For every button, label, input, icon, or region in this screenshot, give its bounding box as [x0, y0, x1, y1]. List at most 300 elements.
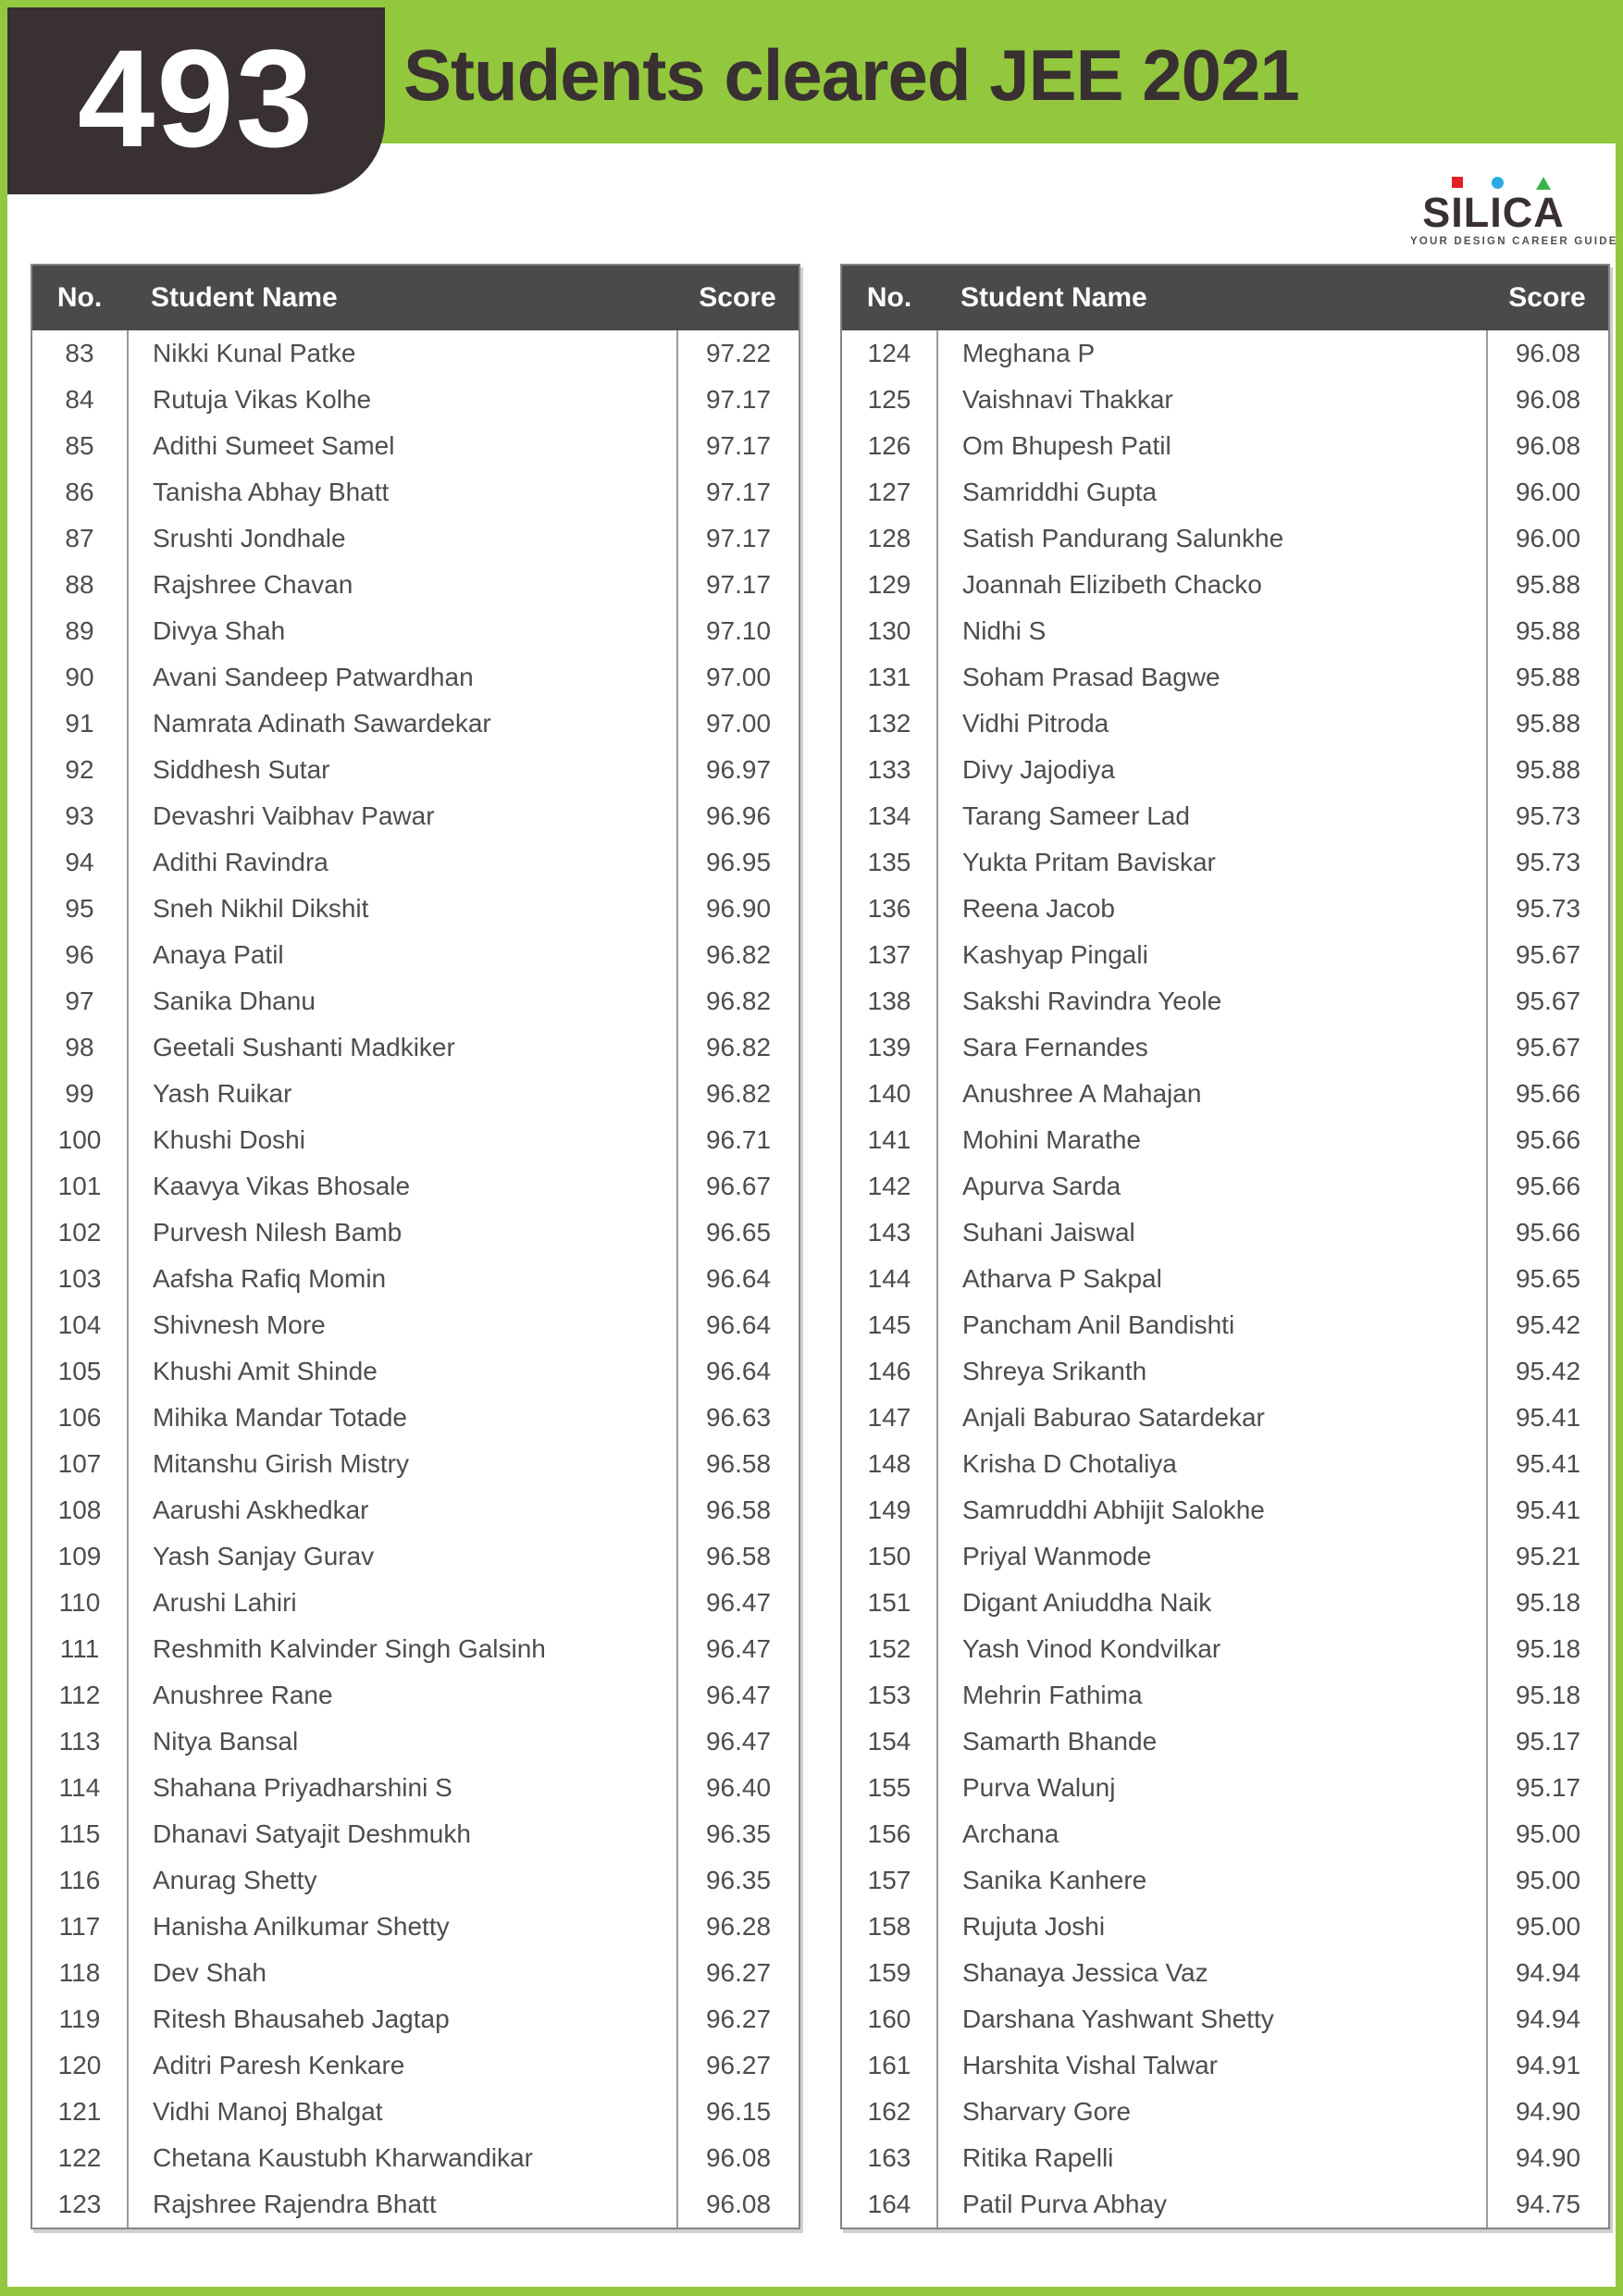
student-name: Suhani Jaiswal — [936, 1210, 1486, 1256]
students-table-right — [840, 264, 1610, 2229]
student-score: 96.82 — [676, 932, 799, 978]
student-score: 96.08 — [676, 2135, 799, 2181]
row-no: 157 — [867, 1866, 911, 1894]
student-score: 97.17 — [676, 423, 799, 469]
row-no: 147 — [867, 1403, 911, 1432]
table-row — [842, 562, 1608, 608]
table-row — [842, 515, 1608, 562]
table-row — [842, 701, 1608, 747]
table-header-row — [32, 266, 799, 330]
row-no: 116 — [58, 1866, 101, 1894]
student-name: Rajshree Chavan — [127, 562, 676, 608]
row-no: 156 — [867, 1819, 911, 1848]
table-row — [842, 1071, 1608, 1117]
student-score: 95.17 — [1486, 1765, 1608, 1811]
student-score: 96.27 — [676, 1950, 799, 1996]
student-score: 96.35 — [676, 1811, 799, 1857]
student-name: Srushti Jondhale — [127, 515, 676, 562]
table-row — [32, 330, 799, 377]
student-score: 95.00 — [1486, 1857, 1608, 1904]
row-no: 150 — [867, 1542, 911, 1570]
table-row — [32, 1904, 799, 1950]
table-row — [32, 1950, 799, 1996]
student-score: 96.97 — [676, 747, 799, 793]
student-name: Satish Pandurang Salunkhe — [936, 515, 1486, 562]
row-no: 131 — [867, 663, 911, 691]
row-no: 127 — [867, 478, 911, 506]
student-score: 95.00 — [1486, 1811, 1608, 1857]
row-no: 143 — [867, 1218, 911, 1247]
row-no: 97 — [65, 987, 94, 1015]
row-no: 100 — [57, 1125, 102, 1154]
row-no: 164 — [867, 2190, 911, 2218]
table-header-row — [842, 266, 1608, 330]
table-row — [32, 423, 799, 469]
row-no: 85 — [65, 431, 94, 460]
student-score: 95.66 — [1486, 1163, 1608, 1210]
row-no: 112 — [58, 1681, 101, 1709]
table-row — [842, 886, 1608, 932]
table-row — [842, 1117, 1608, 1163]
table-row — [32, 1441, 799, 1487]
student-name: Mitanshu Girish Mistry — [127, 1441, 676, 1487]
student-score: 96.67 — [676, 1163, 799, 1210]
student-name: Aafsha Rafiq Momin — [127, 1256, 676, 1302]
student-name: Kaavya Vikas Bhosale — [127, 1163, 676, 1210]
table-row — [32, 1811, 799, 1857]
row-no: 149 — [867, 1496, 911, 1524]
student-name: Shahana Priyadharshini S — [127, 1765, 676, 1811]
silica-logo — [1410, 177, 1618, 247]
student-name: Shivnesh More — [127, 1302, 676, 1348]
row-no: 142 — [867, 1172, 911, 1200]
student-name: Samarth Bhande — [936, 1719, 1486, 1765]
table-row — [842, 1441, 1608, 1487]
page-title: Students cleared JEE 2021 — [403, 34, 1299, 116]
student-name: Tarang Sameer Lad — [936, 793, 1486, 839]
table-row — [32, 747, 799, 793]
table-row — [32, 1672, 799, 1719]
table-row — [32, 515, 799, 562]
student-name: Avani Sandeep Patwardhan — [127, 654, 676, 701]
student-score: 95.66 — [1486, 1210, 1608, 1256]
student-score: 96.82 — [676, 978, 799, 1024]
row-no: 107 — [57, 1449, 102, 1478]
table-row — [842, 1580, 1608, 1626]
student-score: 94.94 — [1486, 1996, 1608, 2042]
student-score: 96.08 — [1486, 330, 1608, 377]
student-name: Meghana P — [936, 330, 1486, 377]
row-no: 103 — [57, 1264, 102, 1293]
student-name: Rujuta Joshi — [936, 1904, 1486, 1950]
table-row — [842, 469, 1608, 515]
row-no: 158 — [867, 1912, 911, 1941]
table-row — [32, 1117, 799, 1163]
table-row — [842, 1024, 1608, 1071]
count-badge-number: 493 — [77, 20, 316, 176]
student-name: Tanisha Abhay Bhatt — [127, 469, 676, 515]
student-score: 95.66 — [1486, 1071, 1608, 1117]
student-name: Geetali Sushanti Madkiker — [127, 1024, 676, 1071]
student-name: Vidhi Pitroda — [936, 701, 1486, 747]
row-no: 108 — [57, 1496, 102, 1524]
row-no: 139 — [867, 1033, 911, 1061]
row-no: 94 — [65, 848, 94, 876]
row-no: 126 — [867, 431, 911, 460]
student-name: Purva Walunj — [936, 1765, 1486, 1811]
student-name: Adithi Sumeet Samel — [127, 423, 676, 469]
row-no: 159 — [867, 1958, 911, 1987]
row-no: 92 — [65, 755, 94, 784]
student-name: Dev Shah — [127, 1950, 676, 1996]
student-score: 97.17 — [676, 377, 799, 423]
row-no: 151 — [867, 1588, 911, 1617]
table-body — [32, 330, 799, 2228]
student-name: Arushi Lahiri — [127, 1580, 676, 1626]
student-name: Atharva P Sakpal — [936, 1256, 1486, 1302]
student-score: 95.00 — [1486, 1904, 1608, 1950]
student-score: 95.18 — [1486, 1626, 1608, 1672]
table-row — [32, 1996, 799, 2042]
table-row — [842, 2089, 1608, 2135]
table-row — [842, 423, 1608, 469]
row-no: 136 — [867, 894, 911, 923]
table-row — [32, 1719, 799, 1765]
col-no-header: No. — [866, 282, 912, 313]
row-no: 106 — [57, 1403, 102, 1432]
row-no: 111 — [59, 1634, 100, 1663]
row-no: 130 — [867, 616, 911, 645]
table-row — [842, 1904, 1608, 1950]
table-row — [842, 654, 1608, 701]
student-name: Nidhi S — [936, 608, 1486, 654]
student-score: 96.27 — [676, 1996, 799, 2042]
row-no: 98 — [65, 1033, 94, 1061]
table-row — [842, 1950, 1608, 1996]
col-no-header: No. — [56, 282, 103, 313]
student-name: Kashyap Pingali — [936, 932, 1486, 978]
row-no: 87 — [65, 524, 94, 552]
student-name: Shreya Srikanth — [936, 1348, 1486, 1395]
table-row — [842, 1348, 1608, 1395]
table-row — [842, 978, 1608, 1024]
row-no: 141 — [867, 1125, 911, 1154]
table-row — [842, 1533, 1608, 1580]
table-row — [842, 1672, 1608, 1719]
student-score: 96.58 — [676, 1533, 799, 1580]
row-no: 120 — [57, 2051, 102, 2079]
student-score: 95.88 — [1486, 608, 1608, 654]
student-score: 96.47 — [676, 1580, 799, 1626]
student-name: Khushi Doshi — [127, 1117, 676, 1163]
table-row — [842, 1302, 1608, 1348]
table-row — [32, 793, 799, 839]
table-row — [842, 330, 1608, 377]
silica-logo-wordmark — [1422, 177, 1565, 236]
student-name: Apurva Sarda — [936, 1163, 1486, 1210]
student-score: 96.47 — [676, 1719, 799, 1765]
row-no: 86 — [65, 478, 94, 506]
row-no: 144 — [867, 1264, 911, 1293]
row-no: 95 — [65, 894, 94, 923]
table-row — [32, 1487, 799, 1533]
student-name: Krisha D Chotaliya — [936, 1441, 1486, 1487]
table-row — [32, 1210, 799, 1256]
table-row — [32, 1395, 799, 1441]
table-row — [842, 1395, 1608, 1441]
student-name: Yash Sanjay Gurav — [127, 1533, 676, 1580]
row-no: 135 — [867, 848, 911, 876]
table-row — [842, 2135, 1608, 2181]
student-name: Dhanavi Satyajit Deshmukh — [127, 1811, 676, 1857]
student-name: Sakshi Ravindra Yeole — [936, 978, 1486, 1024]
table-row — [32, 1626, 799, 1672]
student-score: 94.91 — [1486, 2042, 1608, 2089]
student-score: 95.67 — [1486, 1024, 1608, 1071]
row-no: 88 — [65, 570, 94, 599]
table-row — [32, 1533, 799, 1580]
student-score: 95.41 — [1486, 1487, 1608, 1533]
student-name: Shanaya Jessica Vaz — [936, 1950, 1486, 1996]
table-row — [842, 793, 1608, 839]
student-name: Vaishnavi Thakkar — [936, 377, 1486, 423]
students-table-left — [31, 264, 800, 2229]
student-score: 95.73 — [1486, 886, 1608, 932]
row-no: 161 — [867, 2051, 911, 2079]
row-no: 110 — [58, 1588, 101, 1617]
row-no: 119 — [58, 2004, 101, 2033]
table-row — [842, 839, 1608, 886]
student-score: 96.64 — [676, 1256, 799, 1302]
table-row — [842, 377, 1608, 423]
student-name: Adithi Ravindra — [127, 839, 676, 886]
student-name: Sneh Nikhil Dikshit — [127, 886, 676, 932]
table-row — [32, 2181, 799, 2228]
student-score: 96.35 — [676, 1857, 799, 1904]
table-row — [32, 839, 799, 886]
student-score: 97.17 — [676, 515, 799, 562]
student-name: Anushree Rane — [127, 1672, 676, 1719]
student-score: 96.64 — [676, 1302, 799, 1348]
student-name: Archana — [936, 1811, 1486, 1857]
student-score: 97.00 — [676, 701, 799, 747]
row-no: 138 — [867, 987, 911, 1015]
row-no: 114 — [58, 1773, 101, 1802]
row-no: 128 — [867, 524, 911, 552]
table-row — [842, 1811, 1608, 1857]
student-score: 96.82 — [676, 1071, 799, 1117]
row-no: 96 — [65, 940, 94, 969]
student-name: Patil Purva Abhay — [936, 2181, 1486, 2228]
student-score: 96.27 — [676, 2042, 799, 2089]
student-score: 96.90 — [676, 886, 799, 932]
row-no: 121 — [57, 2097, 102, 2126]
student-name: Pancham Anil Bandishti — [936, 1302, 1486, 1348]
student-score: 96.28 — [676, 1904, 799, 1950]
student-score: 95.42 — [1486, 1302, 1608, 1348]
student-score: 97.17 — [676, 562, 799, 608]
logo-tagline: YOUR DESIGN CAREER GUIDE — [1410, 236, 1618, 247]
student-name: Chetana Kaustubh Kharwandikar — [127, 2135, 676, 2181]
student-score: 96.47 — [676, 1672, 799, 1719]
student-score: 95.18 — [1486, 1580, 1608, 1626]
student-name: Nikki Kunal Patke — [127, 330, 676, 377]
row-no: 145 — [867, 1310, 911, 1339]
student-name: Reena Jacob — [936, 886, 1486, 932]
student-score: 96.40 — [676, 1765, 799, 1811]
student-name: Hanisha Anilkumar Shetty — [127, 1904, 676, 1950]
student-score: 95.41 — [1486, 1441, 1608, 1487]
table-row — [32, 886, 799, 932]
student-name: Divya Shah — [127, 608, 676, 654]
col-student-name-header: Student Name — [151, 282, 338, 313]
row-no: 148 — [867, 1449, 911, 1478]
student-name: Om Bhupesh Patil — [936, 423, 1486, 469]
student-name: Rutuja Vikas Kolhe — [127, 377, 676, 423]
row-no: 162 — [867, 2097, 911, 2126]
table-row — [32, 932, 799, 978]
table-row — [842, 1719, 1608, 1765]
student-name: Nitya Bansal — [127, 1719, 676, 1765]
student-name: Ritika Rapelli — [936, 2135, 1486, 2181]
student-score: 94.75 — [1486, 2181, 1608, 2228]
table-row — [842, 747, 1608, 793]
row-no: 105 — [57, 1357, 102, 1385]
row-no: 91 — [65, 709, 94, 738]
table-row — [32, 1024, 799, 1071]
row-no: 140 — [867, 1079, 911, 1108]
student-name: Rajshree Rajendra Bhatt — [127, 2181, 676, 2228]
row-no: 122 — [57, 2143, 102, 2172]
row-no: 155 — [867, 1773, 911, 1802]
row-no: 99 — [65, 1079, 94, 1108]
student-name: Vidhi Manoj Bhalgat — [127, 2089, 676, 2135]
row-no: 109 — [57, 1542, 102, 1570]
table-row — [842, 1996, 1608, 2042]
student-score: 97.00 — [676, 654, 799, 701]
student-name: Sanika Dhanu — [127, 978, 676, 1024]
student-score: 96.08 — [676, 2181, 799, 2228]
student-name: Digant Aniuddha Naik — [936, 1580, 1486, 1626]
table-row — [32, 1163, 799, 1210]
table-row — [842, 1626, 1608, 1672]
row-no: 129 — [867, 570, 911, 599]
row-no: 84 — [65, 385, 94, 414]
student-name: Namrata Adinath Sawardekar — [127, 701, 676, 747]
row-no: 93 — [65, 801, 94, 830]
student-score: 96.15 — [676, 2089, 799, 2135]
student-name: Mehrin Fathima — [936, 1672, 1486, 1719]
student-name: Divy Jajodiya — [936, 747, 1486, 793]
student-name: Anjali Baburao Satardekar — [936, 1395, 1486, 1441]
student-score: 95.65 — [1486, 1256, 1608, 1302]
student-score: 96.82 — [676, 1024, 799, 1071]
student-name: Yash Vinod Kondvilkar — [936, 1626, 1486, 1672]
student-score: 96.64 — [676, 1348, 799, 1395]
table-row — [32, 978, 799, 1024]
row-no: 101 — [57, 1172, 102, 1200]
table-row — [32, 377, 799, 423]
student-score: 95.88 — [1486, 701, 1608, 747]
row-no: 83 — [65, 339, 94, 367]
student-name: Reshmith Kalvinder Singh Galsinh — [127, 1626, 676, 1672]
table-row — [842, 2181, 1608, 2228]
student-name: Sharvary Gore — [936, 2089, 1486, 2135]
row-no: 117 — [58, 1912, 101, 1941]
table-row — [842, 1487, 1608, 1533]
student-score: 96.96 — [676, 793, 799, 839]
row-no: 133 — [867, 755, 911, 784]
student-name: Samruddhi Abhijit Salokhe — [936, 1487, 1486, 1533]
row-no: 104 — [57, 1310, 102, 1339]
table-row — [32, 1071, 799, 1117]
student-score: 95.17 — [1486, 1719, 1608, 1765]
row-no: 125 — [867, 385, 911, 414]
student-score: 96.58 — [676, 1487, 799, 1533]
student-name: Samriddhi Gupta — [936, 469, 1486, 515]
count-badge — [7, 7, 385, 194]
student-score: 95.21 — [1486, 1533, 1608, 1580]
table-row — [32, 562, 799, 608]
student-name: Mihika Mandar Totade — [127, 1395, 676, 1441]
student-name: Anaya Patil — [127, 932, 676, 978]
student-score: 95.18 — [1486, 1672, 1608, 1719]
logo-text: SILICA — [1422, 189, 1565, 236]
student-score: 97.17 — [676, 469, 799, 515]
student-score: 96.08 — [1486, 377, 1608, 423]
student-name: Aditri Paresh Kenkare — [127, 2042, 676, 2089]
table-body — [842, 330, 1608, 2228]
student-score: 96.00 — [1486, 515, 1608, 562]
col-student-name-header: Student Name — [960, 282, 1147, 313]
student-name: Khushi Amit Shinde — [127, 1348, 676, 1395]
row-no: 146 — [867, 1357, 911, 1385]
row-no: 132 — [867, 709, 911, 738]
row-no: 134 — [867, 801, 911, 830]
student-score: 96.47 — [676, 1626, 799, 1672]
student-score: 94.90 — [1486, 2135, 1608, 2181]
table-row — [32, 1857, 799, 1904]
table-row — [32, 1765, 799, 1811]
student-score: 95.88 — [1486, 562, 1608, 608]
student-score: 96.65 — [676, 1210, 799, 1256]
table-row — [842, 932, 1608, 978]
student-score: 96.95 — [676, 839, 799, 886]
student-score: 96.71 — [676, 1117, 799, 1163]
student-score: 96.63 — [676, 1395, 799, 1441]
table-row — [32, 654, 799, 701]
table-row — [842, 1857, 1608, 1904]
row-no: 123 — [57, 2190, 102, 2218]
row-no: 113 — [58, 1727, 101, 1756]
table-row — [32, 469, 799, 515]
student-name: Anurag Shetty — [127, 1857, 676, 1904]
table-row — [32, 1256, 799, 1302]
table-row — [32, 1580, 799, 1626]
row-no: 102 — [57, 1218, 102, 1247]
student-name: Sanika Kanhere — [936, 1857, 1486, 1904]
row-no: 118 — [58, 1958, 101, 1987]
student-name: Siddhesh Sutar — [127, 747, 676, 793]
student-score: 95.88 — [1486, 654, 1608, 701]
student-score: 95.73 — [1486, 839, 1608, 886]
student-score: 97.10 — [676, 608, 799, 654]
table-row — [32, 701, 799, 747]
student-score: 96.08 — [1486, 423, 1608, 469]
student-name: Sara Fernandes — [936, 1024, 1486, 1071]
student-name: Ritesh Bhausaheb Jagtap — [127, 1996, 676, 2042]
row-no: 124 — [867, 339, 911, 367]
